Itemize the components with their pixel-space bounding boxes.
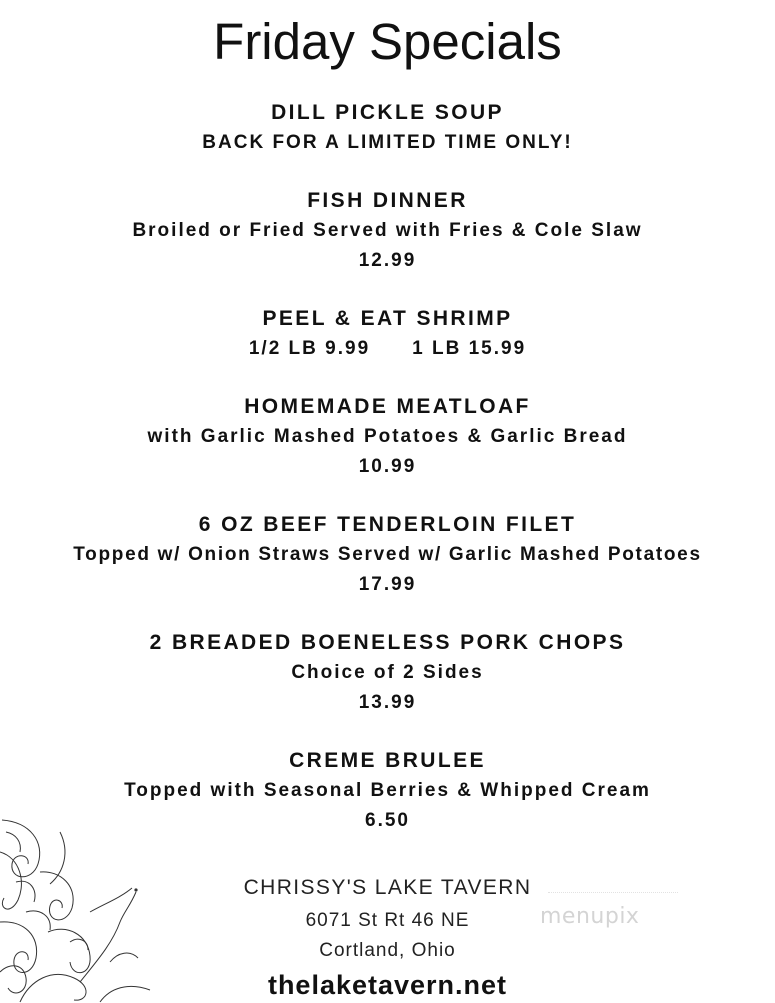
menu-item-pork-chops [0, 628, 775, 718]
item-description: Topped with Seasonal Berries & Whipped Cream [124, 780, 651, 801]
item-name: PEEL & EAT SHRIMP [262, 307, 513, 330]
item-name: 2 BREADED BOENELESS PORK CHOPS [149, 631, 626, 654]
item-description: with Garlic Mashed Potatoes & Garlic Bread [147, 426, 628, 447]
item-name: HOMEMADE MEATLOAF [244, 395, 531, 418]
website-link[interactable]: thelaketavern.net [267, 970, 508, 1000]
menu-item-homemade-meatloaf [0, 392, 775, 482]
item-price: 6.50 [365, 810, 410, 831]
item-description: BACK FOR A LIMITED TIME ONLY! [202, 132, 573, 153]
item-description: Topped w/ Onion Straws Served w/ Garlic Mashed Potatoes [73, 544, 702, 565]
item-price-one-lb: 1 LB 15.99 [412, 338, 527, 359]
address-line-1: 6071 St Rt 46 NE [305, 910, 470, 931]
item-price-row [0, 334, 775, 364]
tavern-name: CHRISSY'S LAKE TAVERN [243, 876, 532, 899]
menu-item-beef-tenderloin-filet [0, 510, 775, 600]
menu-item-peel-eat-shrimp [0, 304, 775, 364]
item-description: Choice of 2 Sides [291, 662, 484, 683]
item-name: 6 OZ BEEF TENDERLOIN FILET [198, 513, 577, 536]
item-price: 13.99 [358, 692, 417, 713]
item-name: CREME BRULEE [289, 749, 486, 772]
item-name: FISH DINNER [307, 189, 468, 212]
watermark: menupix [540, 904, 640, 929]
menu-item-dill-pickle-soup [0, 98, 775, 158]
page-title: Friday Specials [213, 13, 562, 70]
item-name: DILL PICKLE SOUP [271, 101, 504, 124]
address-line-2: Cortland, Ohio [319, 940, 456, 961]
item-description: Broiled or Fried Served with Fries & Cole Slaw [132, 220, 643, 241]
specials-list [0, 98, 775, 836]
item-price: 17.99 [358, 574, 417, 595]
item-price: 12.99 [358, 250, 417, 271]
menu-item-fish-dinner [0, 186, 775, 276]
item-price: 10.99 [358, 456, 417, 477]
item-price-half-lb: 1/2 LB 9.99 [248, 338, 371, 359]
